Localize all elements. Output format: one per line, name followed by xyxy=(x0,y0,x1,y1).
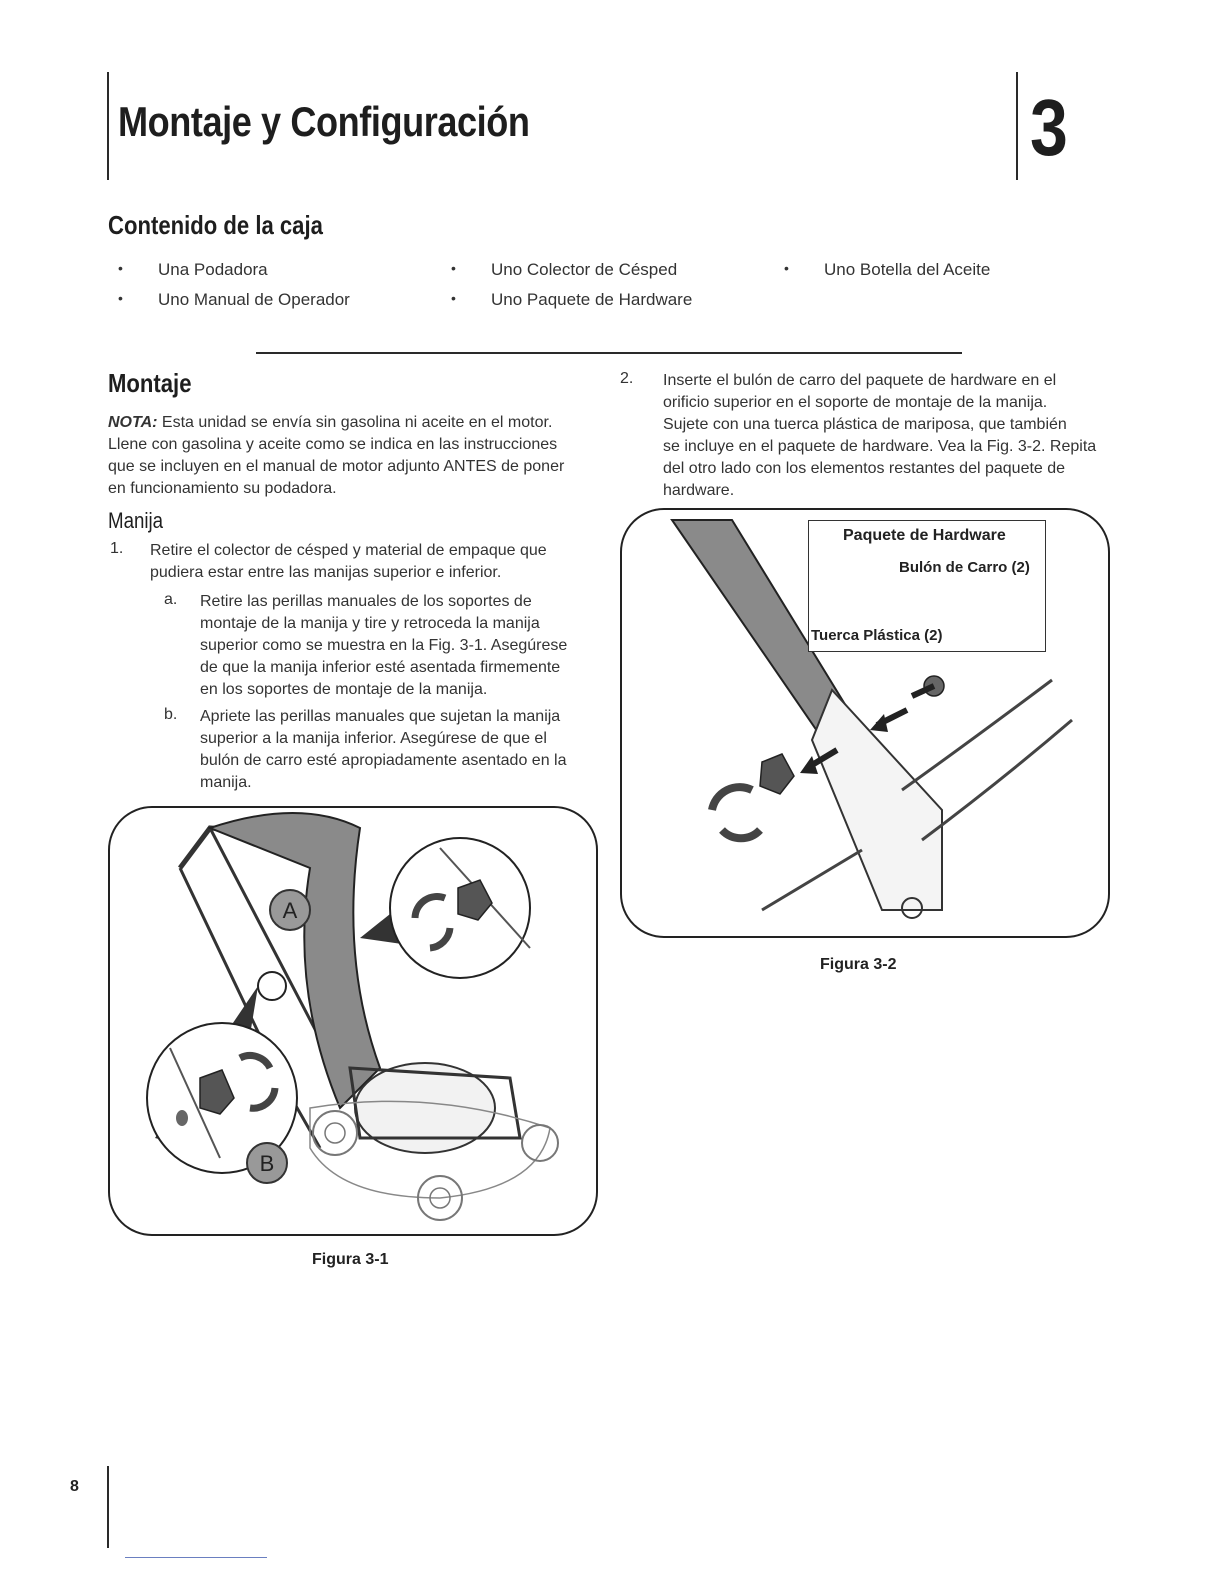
handle-heading: Manija xyxy=(108,508,164,533)
step-2-text: Inserte el bulón de carro del paquete de hardware en el orificio superior en el soporte de montaje de la manija. Sujete con una tuerca plástica de mariposa, que también se incluye en el paquete de hardware. Vea la Fig. 3-2. Repita del otro lado con los elementos restantes del paquete de hardware. xyxy=(663,372,1097,499)
step-1b-text: Apriete las perillas manuales que sujetan la manija superior a la manija inferior. Asegúrese de que el bulón de carro esté apropiadamente asentado en la manija. xyxy=(200,708,567,791)
list-item: • Uno Colector de Césped xyxy=(451,260,678,279)
chapter-title: Montaje y Configuración xyxy=(118,98,530,145)
note-label: NOTA: xyxy=(108,414,158,431)
step-number: 1. xyxy=(110,540,124,557)
bullet-icon: • xyxy=(118,290,123,306)
bullet-icon: • xyxy=(451,290,456,306)
lawn-mower-illustration xyxy=(110,808,596,1234)
bullet-icon: • xyxy=(451,260,456,276)
figure-3-1 xyxy=(108,806,598,1236)
figure-3-1-caption: Figura 3-1 xyxy=(312,1251,389,1268)
figure-3-2-caption: Figura 3-2 xyxy=(820,956,897,973)
plastic-nut-label: Tuerca Plástica (2) xyxy=(811,627,943,644)
callout-b-label: B xyxy=(259,1151,275,1176)
section-divider xyxy=(256,352,962,354)
list-item: • Uno Botella del Aceite xyxy=(784,260,991,279)
hardware-pack-title: Paquete de Hardware xyxy=(843,527,1006,544)
header-left-rule xyxy=(107,72,109,180)
step-letter: b. xyxy=(164,706,178,723)
assembly-heading: Montaje xyxy=(108,368,192,398)
hardware-pack-box xyxy=(808,520,1046,652)
page-number: 8 xyxy=(70,1478,79,1495)
list-item: • Uno Manual de Operador xyxy=(118,290,350,309)
step-1-text: Retire el colector de césped y material de empaque que pudiera estar entre las manijas superior e inferior. xyxy=(150,542,547,581)
list-item: • Uno Paquete de Hardware xyxy=(451,290,693,309)
header-right-rule xyxy=(1016,72,1018,180)
step-1a-text: Retire las perillas manuales de los soportes de montaje de la manija y tire y retroceda la manija superior como se muestra en la Fig. 3-1. Asegúrese de que la manija inferior esté asentada firmemente en los soportes de montaje de la manija. xyxy=(200,593,568,698)
bullet-icon: • xyxy=(118,260,123,276)
bullet-icon: • xyxy=(784,260,789,276)
chapter-number: 3 xyxy=(1030,83,1068,172)
note-paragraph: NOTA: Esta unidad se envía sin gasolina ni aceite en el motor. Llene con gasolina y aceite como se indica en las instrucciones que se incluyen en el manual de motor adjunto ANTES de poner en funcionamiento su podadora. xyxy=(108,414,565,497)
footer-rule xyxy=(107,1466,109,1548)
carriage-bolt-label: Bulón de Carro (2) xyxy=(899,559,1030,576)
box-contents-heading: Contenido de la caja xyxy=(108,210,323,240)
step-number: 2. xyxy=(620,370,634,387)
list-item: • Una Podadora xyxy=(118,260,268,279)
footer-link-line xyxy=(125,1557,267,1558)
callout-a-label: A xyxy=(282,898,298,923)
step-letter: a. xyxy=(164,591,178,608)
